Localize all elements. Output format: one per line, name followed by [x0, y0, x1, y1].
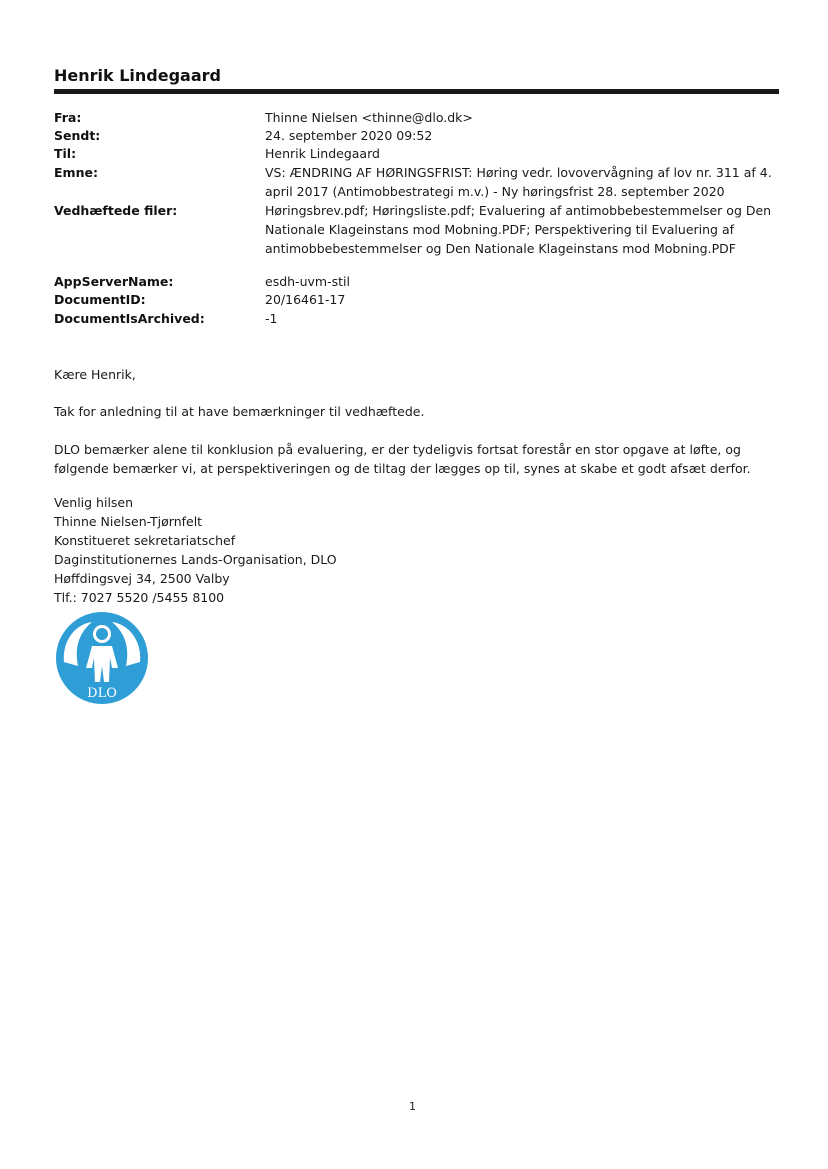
dlo-logo [52, 610, 152, 706]
header-divider [54, 89, 779, 94]
body-paragraph-1: Tak for anledning til at have bemærkninger til vedhæftede. [54, 404, 425, 419]
from-label: Fra: [54, 110, 82, 125]
signature-address: Høffdingsvej 34, 2500 Valby [54, 571, 230, 586]
mailbox-owner-name: Henrik Lindegaard [54, 66, 221, 85]
signature-organization: Daginstitutionernes Lands-Organisation, DLO [54, 552, 337, 567]
logo-text: DLO [87, 686, 117, 701]
greeting: Kære Henrik, [54, 367, 136, 382]
subject-value [265, 163, 785, 201]
app-server-value: esdh-uvm-stil [265, 274, 350, 289]
document-id-label: DocumentID: [54, 292, 146, 307]
subject-label: Emne: [54, 165, 98, 180]
to-value: Henrik Lindegaard [265, 146, 380, 161]
document-archived-value: -1 [265, 311, 278, 326]
page-number: 1 [409, 1100, 416, 1113]
body-paragraph-2 [54, 440, 754, 478]
document-archived-label: DocumentIsArchived: [54, 311, 205, 326]
signature-phone: Tlf.: 7027 5520 /5455 8100 [54, 590, 225, 605]
from-value: Thinne Nielsen <thinne@dlo.dk> [265, 110, 473, 125]
signature-name: Thinne Nielsen-Tjørnfelt [54, 514, 203, 529]
sent-label: Sendt: [54, 128, 101, 143]
body-paragraph-2-line-1: DLO bemærker alene til konklusion på evaluering, er der tydeligvis fortsat forestår en stor opgave at løfte, og [54, 442, 741, 457]
subject-line-2: april 2017 (Antimobbestrategi m.v.) - Ny høringsfrist 28. september 2020 [265, 184, 725, 199]
signature-closing: Venlig hilsen [54, 495, 134, 510]
attachments-line-2: Nationale Klageinstans mod Mobning.PDF; Perspektivering til Evaluering af [265, 222, 735, 237]
attachments-label: Vedhæftede filer: [54, 203, 178, 218]
signature-block [54, 493, 754, 607]
app-server-label: AppServerName: [54, 274, 174, 289]
attachments-line-1: Høringsbrev.pdf; Høringsliste.pdf; Evaluering af antimobbebestemmelser og Den [265, 203, 772, 218]
subject-line-1: VS: ÆNDRING AF HØRINGSFRIST: Høring vedr. lovovervågning af lov nr. 311 af 4. [265, 165, 772, 180]
attachments-line-3: antimobbebestemmelser og Den Nationale Klageinstans mod Mobning.PDF [265, 241, 736, 256]
sent-value: 24. september 2020 09:52 [265, 128, 433, 143]
document-id-value: 20/16461-17 [265, 292, 346, 307]
body-paragraph-2-line-2: følgende bemærker vi, at perspektiveringen og de tiltag der lægges op til, synes at skabe et godt afsæt derfor. [54, 461, 751, 476]
signature-title: Konstitueret sekretariatschef [54, 533, 236, 548]
attachments-value [265, 201, 785, 258]
to-label: Til: [54, 146, 77, 161]
